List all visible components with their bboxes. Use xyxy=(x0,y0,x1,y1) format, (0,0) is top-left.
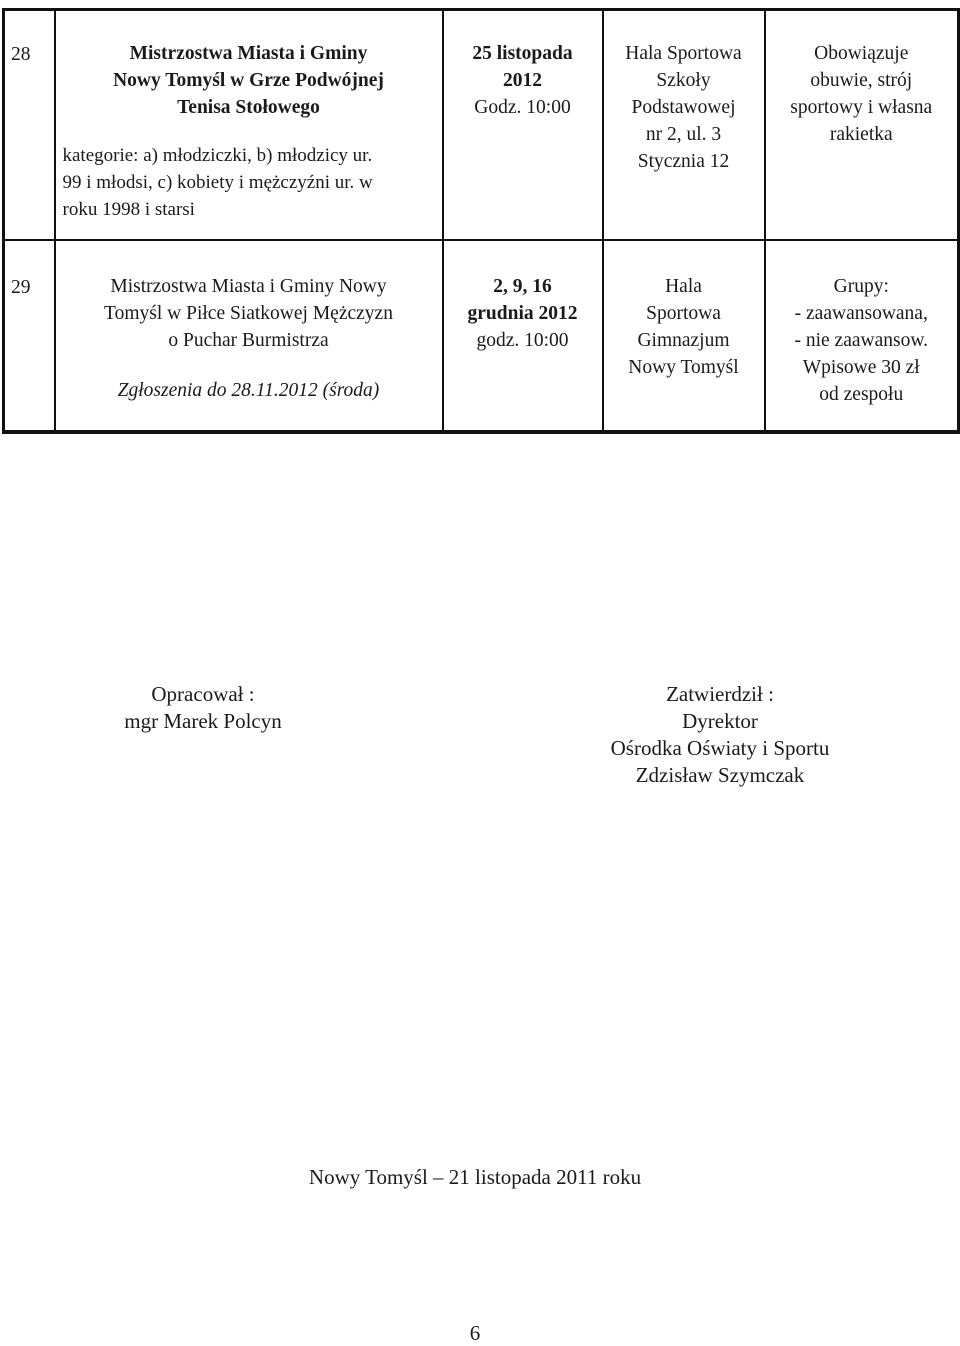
event-notes-cell xyxy=(765,10,959,240)
event-date-cell xyxy=(443,240,603,432)
event-notes-line: rakietka xyxy=(829,124,893,145)
events-table xyxy=(2,8,960,434)
event-date-line: 25 listopada xyxy=(472,43,573,64)
event-place-line: Podstawowej xyxy=(631,97,736,118)
event-notes-line: Wpisowe 30 zł xyxy=(802,356,920,378)
event-number: 29 xyxy=(4,240,55,432)
event-date-line: 2, 9, 16 xyxy=(493,275,552,297)
table-row xyxy=(4,240,959,432)
prepared-by-block xyxy=(80,681,326,735)
approved-by-block xyxy=(560,681,880,789)
event-place-line: Nowy Tomyśl xyxy=(628,356,739,378)
approved-by-label: Zatwierdził : xyxy=(666,682,774,706)
event-notes-line: - nie zaawansow. xyxy=(794,329,929,351)
categories-line: 99 i młodsi, c) kobiety i mężczyźni ur. w xyxy=(62,172,373,193)
approved-by-role: Dyrektor xyxy=(682,709,758,733)
event-title-line: Nowy Tomyśl w Grze Podwójnej xyxy=(113,70,384,91)
event-place-line: Hala Sportowa xyxy=(625,43,742,64)
event-place-line: Gimnazjum xyxy=(637,329,730,351)
event-place-line: Hala xyxy=(665,275,702,297)
approved-by-name: Zdzisław Szymczak xyxy=(635,763,805,787)
event-place-cell xyxy=(603,240,765,432)
event-place-line: Stycznia 12 xyxy=(637,151,730,172)
event-notes-line: obuwie, strój xyxy=(810,70,913,91)
approved-by-org: Ośrodka Oświaty i Sportu xyxy=(610,736,830,760)
categories-line: kategorie: a) młodziczki, b) młodzicy ur. xyxy=(62,145,373,166)
event-title-line: Tenisa Stołowego xyxy=(177,97,320,118)
event-title-line: Mistrzostwa Miasta i Gminy Nowy xyxy=(110,275,387,297)
registration-deadline: Zgłoszenia do 28.11.2012 (środa) xyxy=(117,379,380,401)
event-title-line: o Puchar Burmistrza xyxy=(168,329,329,351)
event-title-cell xyxy=(55,240,443,432)
categories-line: roku 1998 i starsi xyxy=(62,199,195,220)
event-number: 28 xyxy=(4,10,55,240)
event-time: godz. 10:00 xyxy=(476,329,569,351)
event-title-cell xyxy=(55,10,443,240)
event-notes-line: sportowy i własna xyxy=(790,97,933,118)
event-time: Godz. 10:00 xyxy=(474,97,571,118)
event-place-cell xyxy=(603,10,765,240)
event-date-cell xyxy=(443,10,603,240)
prepared-by-label: Opracował : xyxy=(151,682,255,706)
table-row xyxy=(4,10,959,240)
event-place-line: nr 2, ul. 3 xyxy=(645,124,722,145)
event-title-line: Tomyśl w Piłce Siatkowej Mężczyzn xyxy=(104,302,393,324)
event-notes-cell xyxy=(765,240,959,432)
event-title-line: Mistrzostwa Miasta i Gminy xyxy=(129,43,368,64)
event-notes-line: od zespołu xyxy=(819,383,904,405)
event-date-line: 2012 xyxy=(503,70,542,91)
page-number: 6 xyxy=(469,1321,481,1345)
event-notes-line: Grupy: xyxy=(833,275,889,297)
event-notes-line: - zaawansowana, xyxy=(794,302,928,324)
place-and-date: Nowy Tomyśl – 21 listopada 2011 roku xyxy=(308,1165,642,1189)
event-place-line: Szkoły xyxy=(656,70,711,91)
prepared-by-name: mgr Marek Polcyn xyxy=(124,709,282,733)
event-notes-line: Obowiązuje xyxy=(814,43,909,64)
event-date-line: grudnia 2012 xyxy=(467,302,578,324)
event-place-line: Sportowa xyxy=(646,302,721,324)
event-categories xyxy=(63,142,442,223)
